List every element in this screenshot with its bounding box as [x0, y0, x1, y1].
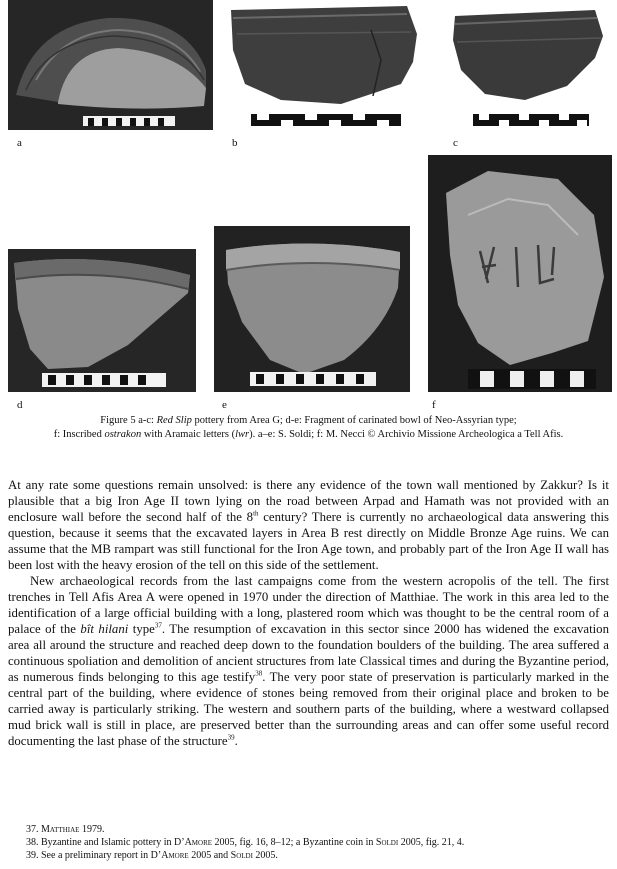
photo-label-e: e [222, 399, 227, 411]
footnotes [26, 823, 464, 862]
text-run: with Aramaic letters ( [141, 429, 236, 440]
text-run: type [128, 622, 155, 636]
text-run: . The very poor state of preservation is particularly marked in the central part of the building, where evidence of stones being removed from their original place and broken to be carried away is particularly striking. The western and southern parts of the building, where a westward collapsed mud brick wall is still in place, are preserved better than the surrounding areas and can offer some useful record documenting the last phase of the structure [8, 670, 609, 748]
text-run: 1979. [79, 824, 105, 835]
author-name: Amore [161, 850, 189, 861]
italic-text: ostrakon [104, 429, 142, 440]
author-name: Amore [184, 837, 213, 848]
caption-line-1 [20, 414, 597, 428]
text-run: ). a–e: S. Soldi; f: M. Necci © Archivio Missione Archeologica a Tell Afis. [249, 429, 564, 440]
footnote-ref: 37 [154, 621, 162, 630]
text-run: 2005, fig. 21, 4. [398, 837, 465, 848]
photo-label-c: c [453, 137, 458, 149]
paragraph-1 [8, 477, 609, 573]
footnote-ref: 38 [255, 669, 263, 678]
text-run: century? There is currently no archaeological data answering this question, because it seems that the excavated layers in Area B rest directly on Middle Bronze Age ruins. We can assume that the MB rampart was still functional for the Iron Age town, and probably part of the Iron Age II wall has been lost with the heavy erosion of the tell on this side of the settlement. [8, 510, 610, 572]
photo-f-inscribed-ostrakon [428, 155, 612, 392]
photo-c-red-slip-sherd [445, 0, 611, 130]
text-run: 38. Byzantine and Islamic pottery in D’ [26, 837, 185, 848]
text-run: 37. [26, 824, 41, 835]
photo-label-d: d [17, 399, 23, 411]
text-run: New archaeological records from the last campaigns come from the western acropolis of the tell. The first trenches in Tell Afis Area A were opened in 1970 under the direction of Matthiae. The work in this area led to the identification of a large official building with a long, plastered room which was thought to be the central room of a palace of the [8, 574, 609, 636]
footnote-39 [26, 849, 464, 862]
text-run: 2005, fig. 16, 8–12; a Byzantine coin in [212, 837, 376, 848]
body-text [8, 477, 609, 749]
photo-label-b: b [232, 137, 238, 149]
photo-a-red-slip-sherd [8, 0, 213, 130]
figure-caption [20, 414, 597, 442]
text-run: Figure 5 a-c: [100, 415, 157, 426]
footnote-38 [26, 836, 464, 849]
caption-line-2 [20, 428, 597, 442]
footnote-37 [26, 823, 464, 836]
text-run: 39. See a preliminary report in D’ [26, 850, 162, 861]
text-run: pottery from Area G; d-e: Fragment of carinated bowl of Neo-Assyrian type; [191, 415, 517, 426]
photo-label-f: f [432, 399, 436, 411]
italic-text: lwr [235, 429, 250, 440]
text-run: 2005 and [188, 850, 231, 861]
italic-text: Red Slip [156, 415, 192, 426]
text-run: At any rate some questions remain unsolved: is there any evidence of the town wall mentioned by Zakkur? Is it plausible that a big Iron Age II town lying on the road between Arpad and Hamath was not provided with an enclosure wall before the second half of the 8 [8, 478, 609, 524]
text-run: 2005. [252, 850, 278, 861]
italic-text: bît hilani [80, 622, 129, 636]
paragraph-2 [8, 573, 609, 749]
photo-d-carinated-bowl [8, 249, 196, 392]
text-run: . [234, 734, 238, 748]
author-name: Matthiae [41, 824, 80, 835]
photo-b-red-slip-sherd [221, 0, 421, 130]
text-run: f: Inscribed [53, 429, 105, 440]
photo-e-carinated-bowl [214, 226, 410, 392]
footnote-ref: 39 [227, 733, 235, 742]
author-name: Soldi [230, 850, 253, 861]
footnote-ref: th [253, 509, 259, 518]
photo-label-a: a [17, 137, 22, 149]
author-name: Soldi [375, 837, 399, 848]
text-run: . The resumption of excavation in this sector since 2000 has widened the excavation area all around the structure and reached deep down to the foundation boulders of the building. The area suffered a continuous spoliation and demolition of ancient structures from late Classical times and during the Byzantine period, as numerous finds belonging to this age testify [8, 622, 609, 684]
